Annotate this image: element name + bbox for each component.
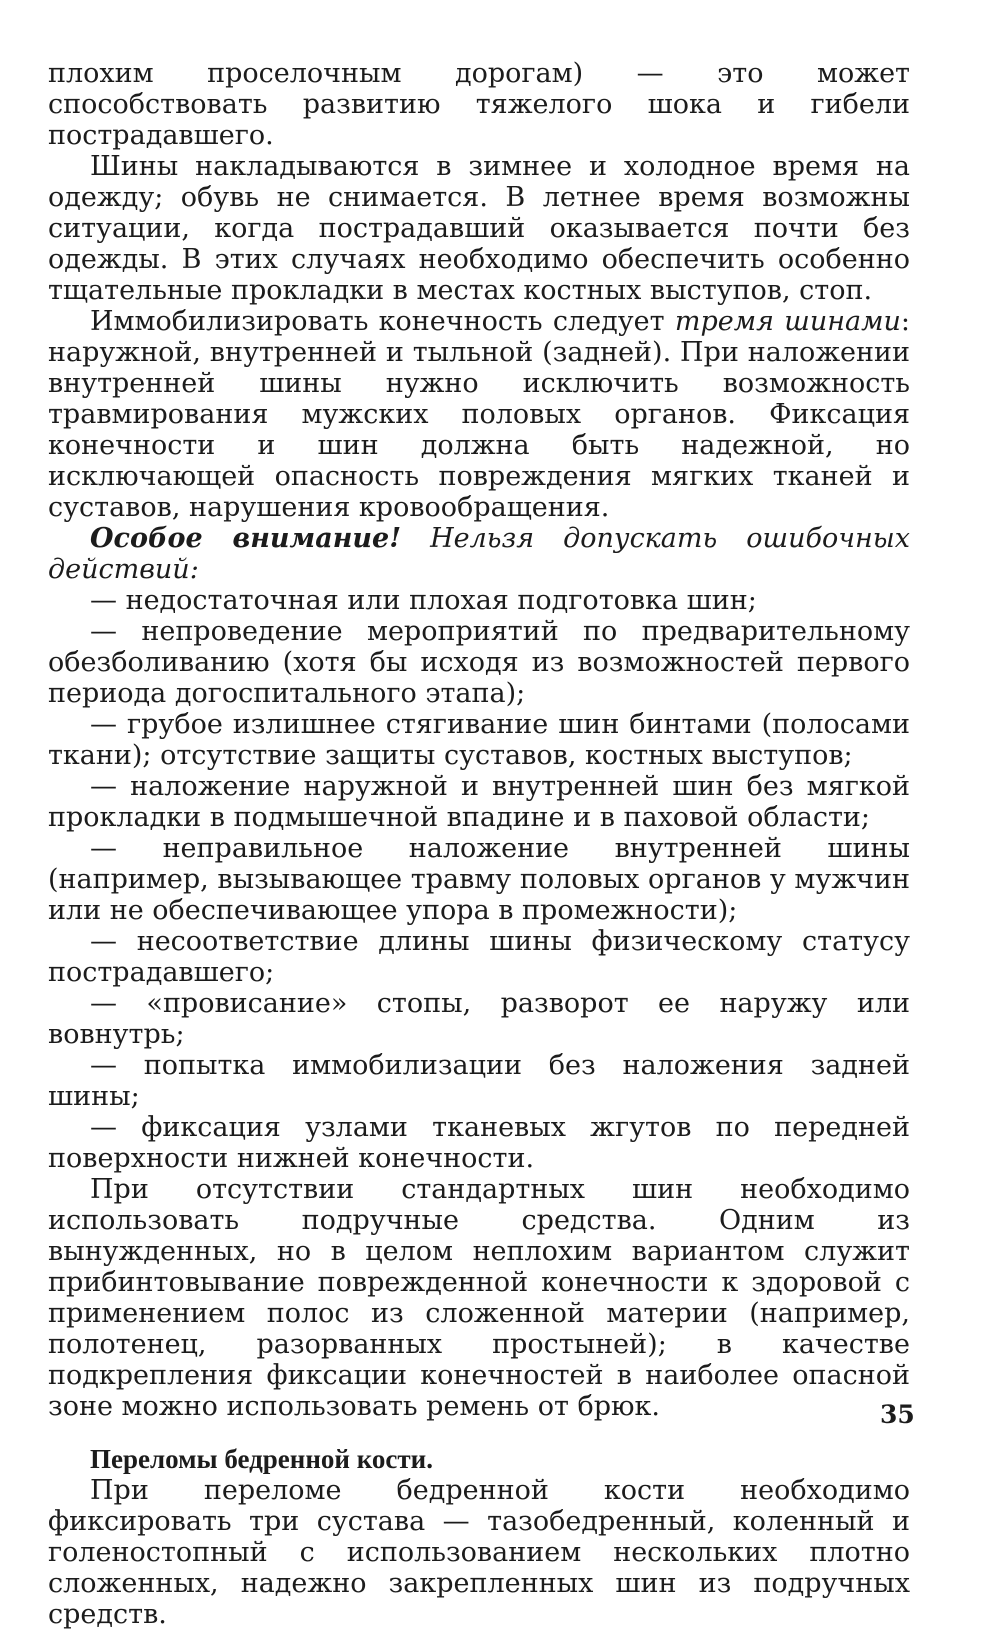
error-item: — наложение наружной и внутренней шин без мягкой прокладки в подмышечной впадине и в паховой области; [48, 771, 910, 833]
three-splints-emphasis: тремя шинами [674, 306, 901, 337]
error-item: — фиксация узлами тканевых жгутов по передней поверхности нижней конечности. [48, 1112, 910, 1174]
page-number: 35 [880, 1400, 915, 1429]
paragraph-immobilization [48, 306, 910, 523]
page-body [48, 58, 910, 1630]
warning-label: Особое внимание! [90, 523, 402, 554]
error-item: — попытка иммобилизации без наложения задней шины; [48, 1050, 910, 1112]
immobilization-text-start: Иммобилизировать конечность следует [90, 306, 675, 337]
warning-line [48, 523, 910, 585]
paragraph-improvised-means: При отсутствии стандартных шин необходимо использовать подручные средства. Одним из вынужденных, но в целом неплохим вариантом служит прибинтовывание поврежденной конечности к здоровой с применением полос из сложенной материи (например, полотенец, разорванных простыней); в качестве подкрепления фиксации конечностей в наиболее опасной зоне можно использовать ремень от брюк. [48, 1174, 910, 1422]
error-item: — несоответствие длины шины физическому статусу пострадавшего; [48, 926, 910, 988]
paragraph-clothing: Шины накладываются в зимнее и холодное время на одежду; обувь не снимается. В летнее время возможны ситуации, когда пострадавший оказывается почти без одежды. В этих случаях необходимо обеспечить особенно тщательные прокладки в местах костных выступов, стоп. [48, 151, 910, 306]
error-item: — грубое излишнее стягивание шин бинтами (полосами ткани); отсутствие защиты суставов, костных выступов; [48, 709, 910, 771]
error-item: — недостаточная или плохая подготовка шин; [90, 585, 757, 616]
immobilization-text-end: : наружной, внутренней и тыльной (задней). При наложении внутренней шины нужно исключить возможность травмирования мужских половых органов. Фиксация конечности и шин должна быть надежной, но исключающей опасность повреждения мягких тканей и суставов, нарушения кровообращения. [48, 306, 910, 523]
section-heading: Переломы бедренной кости. [90, 1444, 433, 1474]
warning-text: Нельзя допускать ошибочных действий: [48, 523, 910, 585]
error-item: — непроведение мероприятий по предварительному обезболиванию (хотя бы исходя из возможностей первого периода догоспитального этапа); [48, 616, 910, 709]
error-item: — «провисание» стопы, разворот ее наружу или вовнутрь; [48, 988, 910, 1050]
paragraph-continuation: плохим проселочным дорогам) — это может способствовать развитию тяжелого шока и гибели пострадавшего. [48, 58, 910, 151]
error-item: — неправильное наложение внутренней шины (например, вызывающее травму половых органов у мужчин или не обеспечивающее упора в промежности); [48, 833, 910, 926]
paragraph-femur: При переломе бедренной кости необходимо фиксировать три сустава — тазобедренный, коленный и голеностопный с использованием нескольких плотно сложенных, надежно закрепленных шин из подручных средств. [48, 1475, 910, 1630]
